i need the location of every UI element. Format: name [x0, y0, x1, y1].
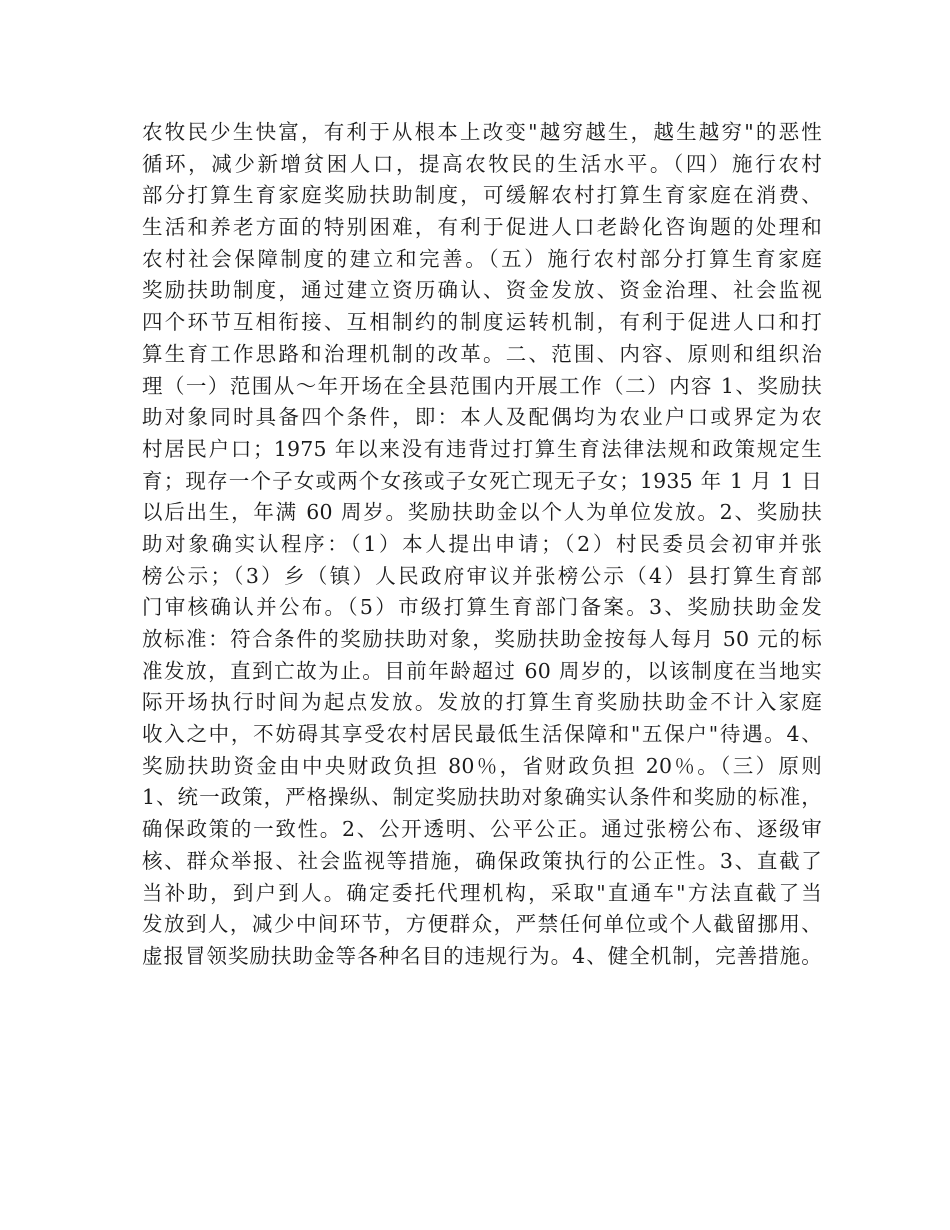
text-line: 农村社会保障制度的建立和完善。（五）施行农村部分打算生育家庭	[142, 246, 822, 271]
text-line: 门审核确认并公布。（5）市级打算生育部门备案。3、奖励扶助金发	[142, 595, 822, 620]
text-line: 四个环节互相衔接、互相制约的制度运转机制，有利于促进人口和打	[142, 310, 822, 335]
text-line: 确保政策的一致性。2、公开透明、公平公正。通过张榜公布、逐级审	[142, 817, 822, 842]
text-line: 算生育工作思路和治理机制的改革。二、范围、内容、原则和组织治	[142, 341, 822, 366]
text-line: 虚报冒领奖励扶助金等各种名目的违规行为。4、健全机制，完善措施。	[142, 943, 822, 968]
body-text	[142, 117, 822, 973]
text-line: 部分打算生育家庭奖励扶助制度，可缓解农村打算生育家庭在消费、	[142, 183, 822, 208]
text-line: 循环，减少新增贫困人口，提高农牧民的生活水平。（四）施行农村	[142, 151, 822, 176]
text-line: 奖励扶助制度，通过建立资历确认、资金发放、资金治理、社会监视	[142, 278, 822, 303]
text-line: 农牧民少生快富，有利于从根本上改变"越穷越生，越生越穷"的恶性	[142, 120, 822, 144]
text-line: 育；现存一个子女或两个女孩或子女死亡现无子女；1935 年 1 月 1 日	[142, 468, 822, 493]
text-line: 1、统一政策，严格操纵、制定奖励扶助对象确实认条件和奖励的标准，	[142, 785, 822, 810]
text-line: 榜公示；（3）乡（镇）人民政府审议并张榜公示（4）县打算生育部	[142, 563, 822, 588]
text-line: 当补助，到户到人。确定委托代理机构，采取"直通车"方法直截了当	[142, 880, 822, 905]
text-line: 助对象同时具备四个条件，即：本人及配偶均为农业户口或界定为农	[142, 405, 822, 430]
text-line: 生活和养老方面的特别困难，有利于促进人口老龄化咨询题的处理和	[142, 215, 822, 240]
text-line: 理（一）范围从～年开场在全县范围内开展工作（二）内容 1、奖励扶	[142, 373, 822, 398]
text-line: 际开场执行时间为起点发放。发放的打算生育奖励扶助金不计入家庭	[142, 690, 822, 715]
text-line: 核、群众举报、社会监视等措施，确保政策执行的公正性。3、直截了	[142, 848, 822, 873]
text-line: 奖励扶助资金由中央财政负担 80％，省财政负担 20％。（三）原则	[142, 753, 822, 778]
text-line: 村居民户口；1975 年以来没有违背过打算生育法律法规和政策规定生	[142, 436, 822, 461]
text-line: 以后出生，年满 60 周岁。奖励扶助金以个人为单位发放。2、奖励扶	[142, 500, 822, 525]
text-line: 放标准：符合条件的奖励扶助对象，奖励扶助金按每人每月 50 元的标	[142, 627, 822, 651]
text-line: 准发放，直到亡故为止。目前年龄超过 60 周岁的，以该制度在当地实	[142, 658, 822, 683]
text-line: 助对象确实认程序：（1）本人提出申请；（2）村民委员会初审并张	[142, 531, 822, 556]
text-line: 收入之中，不妨碍其享受农村居民最低生活保障和"五保户"待遇。4、	[142, 722, 822, 747]
text-line: 发放到人，减少中间环节，方便群众，严禁任何单位或个人截留挪用、	[142, 912, 822, 937]
